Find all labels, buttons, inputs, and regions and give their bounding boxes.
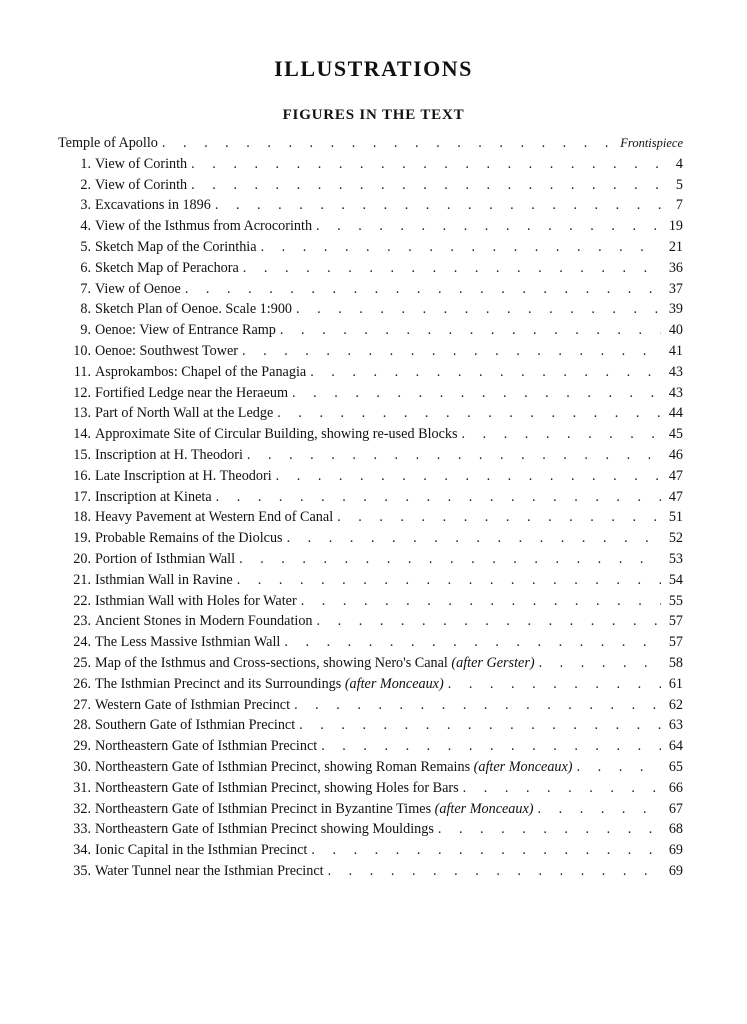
dot-leader — [296, 299, 661, 320]
entry-title — [95, 861, 324, 882]
dot-leader — [277, 403, 661, 424]
figure-entry — [58, 175, 683, 196]
dot-leader — [310, 362, 661, 383]
entry-source-note: (after Monceaux) — [473, 758, 573, 775]
entry-page: 53 — [668, 550, 683, 567]
entry-title — [95, 320, 276, 341]
entry-title — [95, 778, 459, 799]
figure-entry — [58, 403, 683, 424]
entry-title — [95, 736, 317, 757]
entry-title — [95, 840, 307, 861]
entry-title-text: Sketch Map of Perachora — [95, 259, 239, 276]
entry-number: 9. — [80, 322, 91, 339]
entry-page: 69 — [668, 862, 683, 879]
entry-number: 11. — [73, 363, 91, 380]
dot-leader — [321, 736, 661, 757]
entry-number: 23. — [73, 613, 91, 630]
entry-page: 65 — [668, 758, 683, 775]
frontispiece-entry — [58, 133, 683, 154]
entry-source-note: (after Gerster) — [451, 654, 535, 671]
entry-page: 40 — [668, 322, 683, 339]
entry-number: 28. — [73, 717, 91, 734]
entry-page: 44 — [668, 405, 683, 422]
entry-page: 36 — [668, 259, 683, 276]
entry-number: 1. — [80, 155, 91, 172]
dot-leader — [301, 591, 661, 612]
entry-title-text: Inscription at H. Theodori — [95, 446, 243, 463]
entry-number: 22. — [73, 592, 91, 609]
entry-page: 5 — [675, 176, 683, 193]
entry-number: 7. — [80, 280, 91, 297]
dot-leader — [438, 819, 661, 840]
entry-title-text: Inscription at Kineta — [95, 488, 212, 505]
entry-title — [95, 591, 297, 612]
entry-title — [95, 799, 534, 820]
entry-title — [95, 195, 211, 216]
entry-title-text: Oenoe: Southwest Tower — [95, 342, 238, 359]
entry-page: 68 — [668, 821, 683, 838]
entry-title-text: View of Corinth — [95, 155, 188, 172]
dot-leader — [280, 320, 661, 341]
entry-title-text: Excavations in 1896 — [95, 197, 211, 214]
entry-page: 51 — [668, 509, 683, 526]
entry-number: 2. — [80, 176, 91, 193]
entry-page: 46 — [668, 446, 683, 463]
entry-title-text: Water Tunnel near the Isthmian Precinct — [95, 862, 324, 879]
entry-page: 64 — [668, 738, 683, 755]
entry-number: 16. — [73, 467, 91, 484]
dot-leader — [311, 840, 661, 861]
entry-page: 41 — [668, 342, 683, 359]
entry-page: 67 — [668, 800, 683, 817]
figure-entry — [58, 799, 683, 820]
figure-entry — [58, 757, 683, 778]
entry-number: 26. — [73, 675, 91, 692]
entry-page: 7 — [675, 197, 683, 214]
entry-title-text: Northeastern Gate of Isthmian Precinct, showing Holes for Bars — [95, 779, 459, 796]
dot-leader — [448, 674, 661, 695]
figure-entry — [58, 611, 683, 632]
dot-leader — [261, 237, 661, 258]
entry-page: 39 — [668, 301, 683, 318]
dot-leader — [292, 383, 661, 404]
figure-entry — [58, 424, 683, 445]
dot-leader — [294, 695, 661, 716]
dot-leader — [247, 445, 661, 466]
dot-leader — [337, 507, 661, 528]
entry-title — [95, 154, 187, 175]
dot-leader — [287, 528, 661, 549]
entry-title-text: Ionic Capital in the Isthmian Precinct — [95, 842, 308, 859]
entry-title — [95, 715, 295, 736]
entry-page: 43 — [668, 384, 683, 401]
figure-entry — [58, 861, 683, 882]
figure-entry — [58, 674, 683, 695]
entry-number: 4. — [80, 218, 91, 235]
dot-leader — [191, 154, 661, 175]
entry-page: 63 — [668, 717, 683, 734]
figure-entry — [58, 320, 683, 341]
entry-title — [95, 611, 313, 632]
entry-title-text: Fortified Ledge near the Heraeum — [95, 384, 289, 401]
entry-page: 43 — [668, 363, 683, 380]
entry-page: 61 — [668, 675, 683, 692]
dot-leader — [463, 778, 661, 799]
entry-title — [95, 549, 235, 570]
dot-leader — [462, 424, 661, 445]
entry-title-text: Northeastern Gate of Isthmian Precinct showing Mouldings — [95, 821, 434, 838]
entry-title-text: View of Corinth — [95, 176, 188, 193]
entry-title-text: View of the Isthmus from Acrocorinth — [95, 218, 313, 235]
figure-entry — [58, 216, 683, 237]
entry-source-note: (after Monceaux) — [434, 800, 534, 817]
entry-title — [95, 528, 283, 549]
entry-title — [95, 819, 434, 840]
entry-number: 17. — [73, 488, 91, 505]
entry-page: 47 — [668, 488, 683, 505]
entry-title-text: Southern Gate of Isthmian Precinct — [95, 717, 296, 734]
entry-title-text: Sketch Plan of Oenoe. Scale 1:900 — [95, 301, 293, 318]
dot-leader — [276, 466, 661, 487]
dot-leader — [215, 195, 661, 216]
figure-entry — [58, 154, 683, 175]
figure-entry — [58, 279, 683, 300]
figure-entry — [58, 445, 683, 466]
entry-title-text: Ancient Stones in Modern Foundation — [95, 613, 313, 630]
entry-title — [95, 507, 333, 528]
entry-title-text: Isthmian Wall in Ravine — [95, 571, 233, 588]
entry-title-text: Probable Remains of the Diolcus — [95, 530, 283, 547]
entry-title — [95, 653, 535, 674]
entry-title-text: Heavy Pavement at Western End of Canal — [95, 509, 334, 526]
entry-title — [95, 466, 272, 487]
entry-title — [95, 299, 292, 320]
entry-title — [95, 216, 312, 237]
entry-title-text: Asprokambos: Chapel of the Panagia — [95, 363, 307, 380]
entry-title — [95, 424, 458, 445]
entry-title-text: View of Oenoe — [95, 280, 181, 297]
entry-page: 58 — [668, 654, 683, 671]
entry-page: 54 — [668, 571, 683, 588]
entry-title — [95, 445, 243, 466]
entry-number: 27. — [73, 696, 91, 713]
entry-title-text: Late Inscription at H. Theodori — [95, 467, 272, 484]
figure-entry — [58, 487, 683, 508]
figure-entry — [58, 507, 683, 528]
figure-entry — [58, 632, 683, 653]
entry-title — [95, 487, 212, 508]
entry-title-text: Part of North Wall at the Ledge — [95, 405, 274, 422]
entry-title — [95, 383, 288, 404]
entry-title-text: The Less Massive Isthmian Wall — [95, 634, 281, 651]
entry-page: 21 — [668, 238, 683, 255]
figure-entry — [58, 570, 683, 591]
entry-number: 29. — [73, 738, 91, 755]
entry-title — [95, 695, 290, 716]
dot-leader — [191, 175, 661, 196]
entry-number: 10. — [73, 342, 91, 359]
figure-entry — [58, 736, 683, 757]
figure-entry — [58, 715, 683, 736]
entry-title-text: Northeastern Gate of Isthmian Precinct — [95, 738, 318, 755]
entry-page: 66 — [668, 779, 683, 796]
figure-entry — [58, 528, 683, 549]
figure-entry — [58, 237, 683, 258]
dot-leader — [216, 487, 661, 508]
figure-entry — [58, 258, 683, 279]
entry-title — [95, 632, 280, 653]
entry-number: 12. — [73, 384, 91, 401]
entry-title-text: Isthmian Wall with Holes for Water — [95, 592, 297, 609]
entry-page: 19 — [668, 218, 683, 235]
entry-page: 57 — [668, 634, 683, 651]
dot-leader — [185, 279, 661, 300]
entry-page: 47 — [668, 467, 683, 484]
entry-title — [95, 175, 187, 196]
dot-leader — [242, 341, 661, 362]
entry-title-text: Western Gate of Isthmian Precinct — [95, 696, 291, 713]
figure-entry — [58, 695, 683, 716]
entry-page: 37 — [668, 280, 683, 297]
figure-entry — [58, 653, 683, 674]
entry-title — [95, 237, 257, 258]
entry-number: 6. — [80, 259, 91, 276]
figure-entry — [58, 383, 683, 404]
dot-leader — [243, 258, 661, 279]
figure-entry — [58, 840, 683, 861]
entry-title — [95, 757, 573, 778]
entry-number: 33. — [73, 821, 91, 838]
dot-leader — [237, 570, 661, 591]
entry-number: 13. — [73, 405, 91, 422]
entry-title — [95, 279, 181, 300]
dot-leader — [316, 216, 661, 237]
entry-page: 45 — [668, 426, 683, 443]
figure-entry — [58, 591, 683, 612]
entry-number: 31. — [73, 779, 91, 796]
entry-number: 15. — [73, 446, 91, 463]
entry-title-text: Approximate Site of Circular Building, showing re-used Blocks — [95, 426, 458, 443]
figure-entry — [58, 778, 683, 799]
entry-number: 14. — [73, 426, 91, 443]
figure-entry — [58, 819, 683, 840]
entry-source-note: (after Monceaux) — [344, 675, 444, 692]
entry-title — [95, 403, 273, 424]
entry-page: 52 — [668, 530, 683, 547]
entry-page: 4 — [675, 155, 683, 172]
entry-title — [95, 570, 233, 591]
entry-page: 62 — [668, 696, 683, 713]
figure-entry — [58, 466, 683, 487]
dot-leader — [317, 611, 661, 632]
entry-number: 34. — [73, 842, 91, 859]
entry-page: 57 — [668, 613, 683, 630]
entry-number: 5. — [80, 238, 91, 255]
dot-leader — [284, 632, 661, 653]
entry-title — [95, 341, 238, 362]
page-title: ILLUSTRATIONS — [274, 56, 473, 81]
entry-number: 25. — [73, 654, 91, 671]
section-title: FIGURES IN THE TEXT — [282, 107, 465, 123]
entry-number: 24. — [73, 634, 91, 651]
entry-title-text: Northeastern Gate of Isthmian Precinct, showing Roman Remains — [95, 758, 471, 775]
dot-leader — [539, 653, 661, 674]
entry-number: 30. — [73, 758, 91, 775]
dot-leader — [239, 549, 661, 570]
entry-number: 20. — [73, 550, 91, 567]
dot-leader — [299, 715, 661, 736]
entry-title-text: Portion of Isthmian Wall — [95, 550, 236, 567]
entry-title-text: The Isthmian Precinct and its Surroundings — [95, 675, 342, 692]
entry-title-text: Northeastern Gate of Isthmian Precinct in Byzantine Times — [95, 800, 432, 817]
figure-entry — [58, 299, 683, 320]
entry-number: 35. — [73, 862, 91, 879]
entry-number: 8. — [80, 301, 91, 318]
entry-number: 32. — [73, 800, 91, 817]
entry-title — [95, 362, 306, 383]
figure-list — [58, 133, 683, 882]
entry-page: 55 — [668, 592, 683, 609]
entry-title-text: Sketch Map of the Corinthia — [95, 238, 257, 255]
entry-page: Frontispiece — [620, 136, 683, 150]
figure-entry — [58, 362, 683, 383]
figure-entry — [58, 341, 683, 362]
entry-title: Temple of Apollo — [58, 135, 158, 151]
entry-number: 19. — [73, 530, 91, 547]
dot-leader — [577, 757, 661, 778]
entry-number: 18. — [73, 509, 91, 526]
figure-entry — [58, 549, 683, 570]
entry-title — [95, 674, 444, 695]
entry-page: 69 — [668, 842, 683, 859]
entry-title-text: Oenoe: View of Entrance Ramp — [95, 322, 276, 339]
entry-number: 21. — [73, 571, 91, 588]
dot-leader — [162, 133, 616, 154]
dot-leader — [328, 861, 661, 882]
dot-leader — [538, 799, 661, 820]
entry-title — [95, 258, 239, 279]
entry-title-text: Map of the Isthmus and Cross-sections, showing Nero's Canal — [95, 654, 448, 671]
entry-number: 3. — [80, 197, 91, 214]
figure-entry — [58, 195, 683, 216]
